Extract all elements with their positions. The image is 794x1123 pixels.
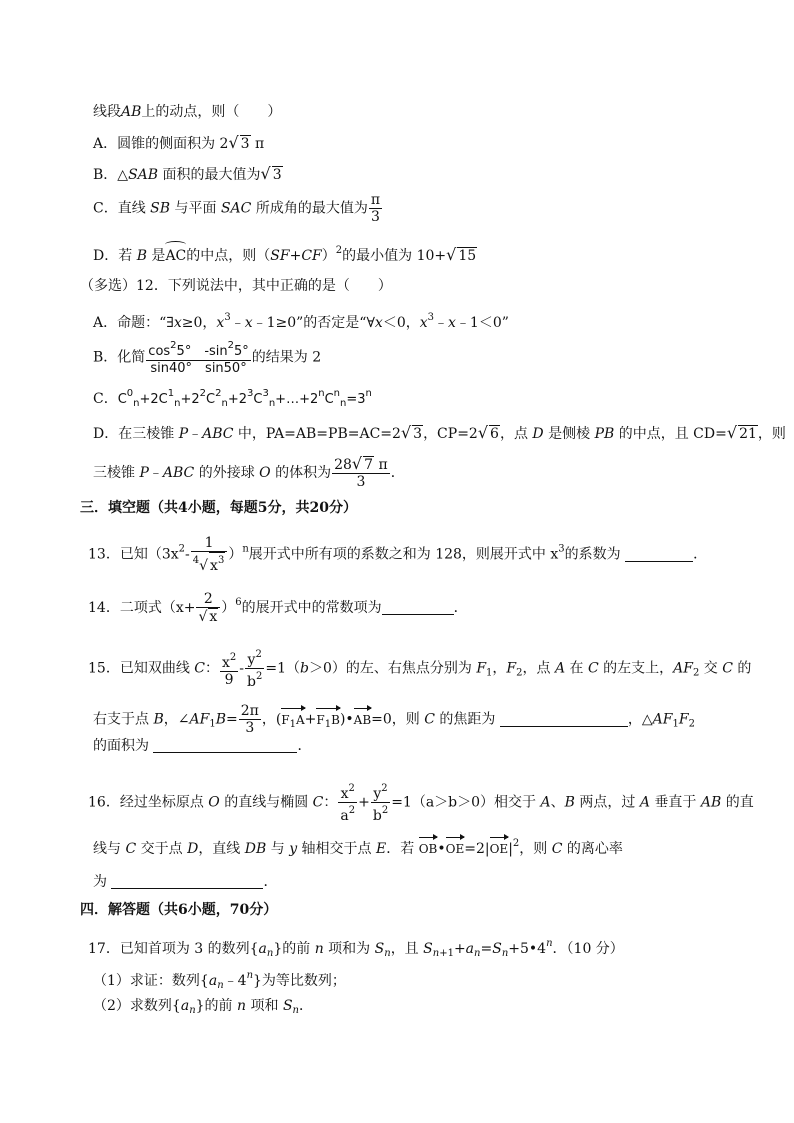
q13: 13．已知（$3x^2-$ $\frac{1}{^4√ x^3}$ ）$^n$展开式中所有项的系数之和为 128，则展开式中 $x^3$的系数为 ． bbox=[88, 535, 708, 574]
q15-line3: 的面积为 ． bbox=[93, 738, 312, 754]
q17-stem: 17．已知首项为 3 的数列$\{a_n\}$的前 n 项和为 $S_n$，且 $S_{n+1}+a_n=S_n+5•4^n$．（10 分） bbox=[88, 938, 624, 959]
q15-answer-blank-2[interactable] bbox=[153, 736, 297, 753]
q14-answer-blank[interactable] bbox=[382, 598, 454, 615]
q11-option-a: A．圆锥的侧面积为 2√ 3 π bbox=[93, 133, 265, 152]
q12-option-a: A．命题：“∃x≥0，$x^3﹣x﹣1\ge 0$”的否定是“∀x＜0，$x^3﹣x﹣1<0$” bbox=[93, 312, 509, 331]
q17-part1: （1）求证：数列$\{a_n﹣4^n\}$为等比数列； bbox=[93, 970, 346, 991]
q13-answer-blank[interactable] bbox=[625, 545, 693, 562]
q12-option-d-line2: 三棱锥 P﹣ABC 的外接球 O 的体积为 $\frac{28√ 7 \pi}{3}$ ． bbox=[93, 454, 405, 490]
q16-answer-blank[interactable] bbox=[111, 872, 263, 889]
q11-option-c: C．直线 SB 与平面 SAC 所成角的最大值为 $\frac{\pi}{3}$ bbox=[93, 192, 381, 225]
q11-stem-tail: 线段AB上的动点，则（ ） bbox=[93, 104, 282, 120]
q15-line1: 15．已知双曲线 C： $\frac{x^2}{9}$ - $\frac{y^2}{b^2}$ =1（b＞0）的左、右焦点分别为 $F_1$，$F_2$，点 A 在 C 的左支上，$AF_2$ 交 C 的 bbox=[88, 649, 752, 690]
q12-option-b: B．化简 $\frac{\cos^25^\circ -\sin^25^\circ}{\sin 40^\circ \sin 50^\circ}$ 的结果为 2 bbox=[93, 340, 322, 376]
q16-line2: 线与 C 交于点 D，直线 DB 与 y 轴相交于点 E．若 $OB•OE=2|OE|^2$，则 C 的离心率 bbox=[93, 834, 623, 859]
q12-option-c: C．$C^0_n+2C^1_n+2^2C^2_n+2^3C^3_n+\dots+2^nC^n_n=3^n$ bbox=[93, 388, 372, 409]
section-4-heading: 四．解答题（共6小题，70分） bbox=[80, 902, 278, 918]
q15-answer-blank-1[interactable] bbox=[500, 710, 628, 727]
q11-option-b: B．△SAB 面积的最大值为√ 3 bbox=[93, 164, 282, 183]
q14: 14．二项式（x+ $\frac{2}{√ x}$ ）$^6$的展开式中的常数项为 ． bbox=[88, 591, 468, 625]
q16-line1: 16．经过坐标原点 O 的直线与椭圆 C： $\frac{x^2}{a^2}$ + $\frac{y^2}{b^2}$ =1（a＞b＞0）相交于 A、B 两点，过 A 垂直于 AB 的直 bbox=[88, 783, 754, 824]
q16-line3: 为 ． bbox=[93, 874, 278, 890]
section-3-heading: 三．填空题（共4小题，每题5分，共20分） bbox=[80, 500, 357, 516]
q12-option-d-line1: D．在三棱锥 P﹣ABC 中，PA=AB=PB=AC=2√ 3，CP=2√ 6，点 D 是侧棱 PB 的中点，且 CD=√ 21，则 bbox=[93, 423, 786, 442]
q12-stem: （多选）12．下列说法中，其中正确的是（ ） bbox=[80, 278, 392, 294]
q17-part2: （2）求数列$\{a_n\}$的前 n 项和 $S_n$． bbox=[93, 998, 313, 1016]
q11-option-d: D．若 B 是AC的中点，则$(SF+CF)^2$的最小值为 10+√ 15 bbox=[93, 245, 477, 264]
q15-line2: 右支于点 B，$\angle AF_1B=$ $\frac{2\pi}{3}$ ，$(F_1A+F_1B)•AB=0$，则 C 的焦距为 ，$\triangle AF_1F_2$ bbox=[93, 703, 695, 736]
